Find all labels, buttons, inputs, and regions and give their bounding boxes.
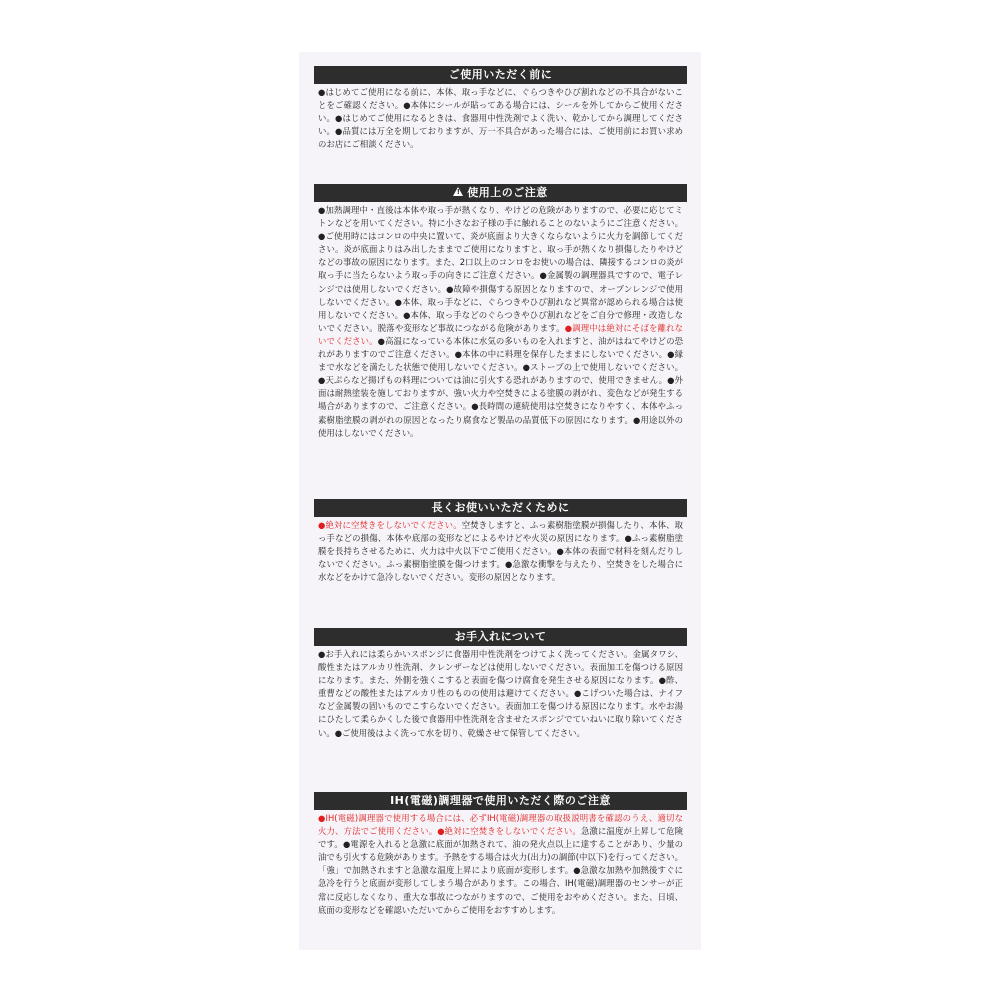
section-header xyxy=(314,184,687,202)
paragraph: ●はじめてご使用になる前に、本体、取っ手などに、ぐらつきやひび割れなどの不具合がないことをご確認ください。●本体にシールが貼ってある場合には、シールを外してからご使用ください。●はじめてご使用になるときは、食器用中性洗剤でよく洗い、乾かしてから調理してください。●品質には万全を期しておりますが、万一不具合があった場合には、ご使用前にお買い求めのお店にご相談ください。 xyxy=(318,87,683,150)
section-care xyxy=(314,628,687,740)
paragraph: ●加熱調理中・直後は本体や取っ手が熱くなり、やけどの危険がありますので、必要に応じてミトンなどを用いてください。特に小さなお子様の手に触れることのないようにご注意ください。●ご使用時にはコンロの中央に置いて、炎が底面より大きくならないように火力を調節してください。炎が底面よりはみ出したままでご使用になりますと、取っ手が熱くなり損傷したりやけどなどの事故の原因になります。また、2口以上のコンロをお使いの場合は、隣接するコンロの炎が取っ手に当たらないよう取っ手の向きにご注意ください。●金属製の調理器具ですので、電子レンジでは使用しないでください。●故障や損傷する原因となりますので、オーブンレンジで使用しないでください。●本体、取っ手などに、ぐらつきやひび割れなど異常が認められる場合は使用しないでください。●本体、取っ手などのぐらつきやひび割れなどをご自分で修理・改造しないでください。脱落や変形など事故につながる危険があります。 xyxy=(318,205,683,333)
section-header xyxy=(314,792,687,810)
section-body xyxy=(318,648,683,740)
section-header xyxy=(314,628,687,646)
section-title: 使用上のご注意 xyxy=(467,186,548,199)
section-long-use xyxy=(314,499,687,584)
section-body xyxy=(318,519,683,584)
section-usage-cautions xyxy=(314,184,687,440)
section-ih-cautions xyxy=(314,792,687,917)
instruction-card xyxy=(299,52,701,950)
section-header xyxy=(314,499,687,517)
section-header xyxy=(314,66,687,84)
section-before-use xyxy=(314,66,687,151)
section-title: 長くお使いいただくために xyxy=(431,501,570,514)
section-title: お手入れについて xyxy=(454,630,547,643)
paragraph: ●お手入れには柔らかいスポンジに食器用中性洗剤をつけてよく洗ってください。金属タワシ、酸性またはアルカリ性洗剤、クレンザーなどは使用しないでください。表面加工を傷つける原因になります。また、外側を強くこすると表面を傷つけ腐食を発生させる原因になります。●酢、重曹などの酸性またはアルカリ性のものの使用は避けてください。●こげついた場合は、ナイフなど金属製の固いものでこすらないでください。表面加工を傷つける原因になります。水やお湯にひたして柔らかくした後で食器用中性洗剤を含ませたスポンジでていねいに取り除いてください。●ご使用後はよく洗って水を切り、乾燥させて保管してください。 xyxy=(318,649,683,738)
section-title: IH(電磁)調理器で使用いただく際のご注意 xyxy=(390,794,611,807)
paragraph: ●高温になっている本体に水気の多いものを入れますと、油がはねてやけどの恐れがありますのでご注意ください。●本体の中に料理を保存したままにしないでください。●縁まで水などを満たした状態で使用しないでください。●ストーブの上で使用しないでください。●天ぷらなど揚げもの料理については油に引火する恐れがありますので、使用できません。●外面は耐熱塗装を施しておりますが、強い火力や空焚きによる塗膜の剥がれ、変色などが発生する場合がありますので、ご注意ください。●長時間の連続使用は空焚きになりやすく、本体やふっ素樹脂塗膜の剥がれの原因となったり腐食など製品の品質低下の原因になります。●用途以外の使用はしないでください。 xyxy=(318,335,683,438)
paragraph: 急激に温度が上昇して危険です。●電源を入れると急激に底面が加熱されて、油の発火点以上に達することがあり、少量の油でも引火する危険があります。予熱をする場合は火力(出力)の調節(中以下)を行ってください。「強」で加熱されますと急激な温度上昇により底面が変形します。●急激な加熱や加熱後すぐに急冷を行うと底面が変形してしまう場合があります。この場合、IH(電磁)調理器のセンサーが正常に反応しなくなり、重大な事故につながりますので、ご使用をおやめください。また、日頃、底面の変形などを確認いただいてからご使用をおすすめします。 xyxy=(318,826,683,915)
section-body xyxy=(318,86,683,151)
section-body xyxy=(318,812,683,917)
section-body xyxy=(318,204,683,440)
red-warning-text: ●絶対に空焚きをしないでください。 xyxy=(318,520,462,530)
warning-triangle-icon xyxy=(453,187,463,196)
paragraph: 空焚きしますと、ふっ素樹脂塗膜が損傷したり、本体、取っ手などの損傷、本体や底部の変形などによるやけどや火災の原因になります。●ふっ素樹脂塗膜を長持ちさせるために、火力は中火以下でご使用ください。●本体の表面で材料を刻んだりしないでください。ふっ素樹脂塗膜を傷つけます。●急激な衝撃を与えたり、空焚きをした場合に水などをかけて急冷しないでください。変形の原因となります。 xyxy=(318,520,684,583)
section-title: ご使用いただく前に xyxy=(448,68,553,81)
red-warning-text: ●調理中は絶対にそばを離れないでください。 xyxy=(318,322,683,346)
red-warning-text: ●IH(電磁)調理器で使用する場合には、必ずIH(電磁)調理器の取扱説明書を確認のうえ、適切な火力、方法でご使用ください。●絶対に空焚きをしないでください。 xyxy=(318,813,683,837)
